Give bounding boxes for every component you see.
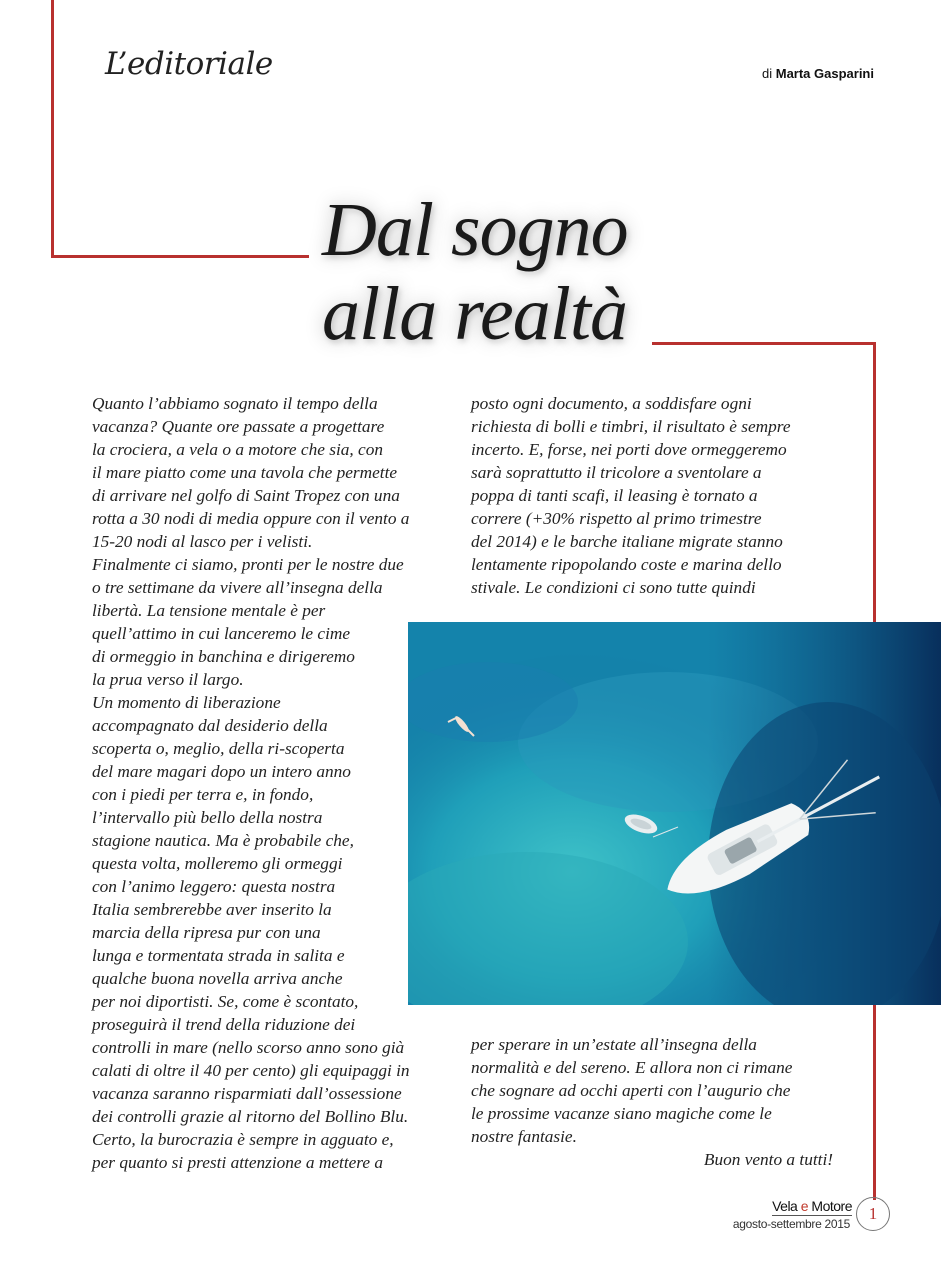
author-byline [762,66,874,81]
text-line: stivale. Le condizioni ci sono tutte quindi [471,578,756,597]
text-line: la prua verso il largo. [92,670,244,689]
sailboat-aerial-photo [408,622,941,1005]
text-line: qualche buona novella arriva anche [92,969,343,988]
frame-line-top-horizontal [51,255,309,258]
brand-vela: Vela [772,1198,801,1214]
text-line: Quanto l’abbiamo sognato il tempo della [92,394,378,413]
article-column-left [92,392,452,1174]
text-line: richiesta di bolli e timbri, il risultato è sempre [471,417,791,436]
text-line: 15-20 nodi al lasco per i velisti. [92,532,313,551]
frame-line-mid-vertical [873,342,876,622]
section-rubric: L’editoriale [105,46,273,82]
author-prefix: di [761,66,773,81]
author-name: Marta Gasparini [775,66,874,81]
article-column-right-top [471,392,841,599]
text-line: rotta a 30 nodi di media oppure con il vento a [92,509,410,528]
article-column-right-bottom [471,1033,841,1171]
article-title [322,188,662,356]
text-line: accompagnato dal desiderio della [92,716,328,735]
frame-line-top-vertical [51,0,54,257]
brand-motore: Motore [808,1198,852,1214]
photo-illustration [408,622,941,1005]
text-line: poppa di tanti scafi, il leasing è tornato a [471,486,758,505]
signoff: Buon vento a tutti! [703,1150,833,1169]
issue-date: agosto-settembre 2015 [732,1217,850,1231]
text-line: di arrivare nel golfo di Saint Tropez con una [92,486,400,505]
text-line: proseguirà il trend della riduzione dei [92,1015,356,1034]
text-line: questa volta, molleremo gli ormeggi [92,854,343,873]
frame-line-mid-horizontal [652,342,875,345]
magazine-brand [772,1198,852,1216]
text-line: del mare magari dopo un intero anno [92,762,351,781]
right-bottom-lines [471,1033,841,1148]
text-line: sarà soprattutto il tricolore a sventolare a [471,463,762,482]
text-line: dei controlli grazie al ritorno del Bollino Blu. [92,1107,409,1126]
text-line: l’intervallo più bello della nostra [92,808,323,827]
text-line: libertà. La tensione mentale è per [92,601,326,620]
text-line: del 2014) e le barche italiane migrate stanno [471,532,783,551]
page-number: 1 [856,1197,890,1231]
text-line: marcia della ripresa pur con una [92,923,321,942]
brand-e: e [800,1198,809,1214]
text-line: lunga e tormentata strada in salita e [92,946,345,965]
text-line: le prossime vacanze siano magiche come le [471,1104,772,1123]
text-line: il mare piatto come una tavola che permette [92,463,398,482]
text-line: che sognare ad occhi aperti con l’augurio che [471,1081,791,1100]
text-line: correre (+30% rispetto al primo trimestre [471,509,762,528]
text-line: stagione nautica. Ma è probabile che, [92,831,354,850]
text-line: Un momento di liberazione [92,693,281,712]
text-line: Italia sembrerebbe aver inserito la [92,900,332,919]
text-line: per sperare in un’estate all’insegna della [471,1035,757,1054]
text-line: vacanza? Quante ore passate a progettare [92,417,385,436]
text-line: calati di oltre il 40 per cento) gli equipaggi in [92,1061,410,1080]
text-line: con l’animo leggero: questa nostra [92,877,336,896]
text-line: scoperta o, meglio, della ri-scoperta [92,739,345,758]
text-line: nostre fantasie. [471,1127,577,1146]
title-line-1: Dal sogno [322,188,628,272]
frame-line-bottom-vertical [873,1004,876,1200]
text-line: vacanza saranno risparmiati dall’ossessione [92,1084,402,1103]
text-line: di ormeggio in banchina e dirigeremo [92,647,355,666]
text-line: per noi diportisti. Se, come è scontato, [92,992,359,1011]
text-line: o tre settimane da vivere all’insegna della [92,578,383,597]
text-line: posto ogni documento, a soddisfare ogni [471,394,752,413]
text-line: Finalmente ci siamo, pronti per le nostre due [92,555,404,574]
text-line: Certo, la burocrazia è sempre in agguato e, [92,1130,394,1149]
text-line: con i piedi per terra e, in fondo, [92,785,314,804]
text-line: incerto. E, forse, nei porti dove ormeggeremo [471,440,787,459]
text-line: lentamente ripopolando coste e marina dello [471,555,782,574]
text-line: quell’attimo in cui lanceremo le cime [92,624,351,643]
text-line: la crociera, a vela o a motore che sia, con [92,440,383,459]
text-line: normalità e del sereno. E allora non ci rimane [471,1058,793,1077]
text-line: controlli in mare (nello scorso anno sono già [92,1038,405,1057]
text-line: per quanto si presti attenzione a mettere a [92,1153,384,1172]
title-line-2: alla realtà [322,272,627,356]
